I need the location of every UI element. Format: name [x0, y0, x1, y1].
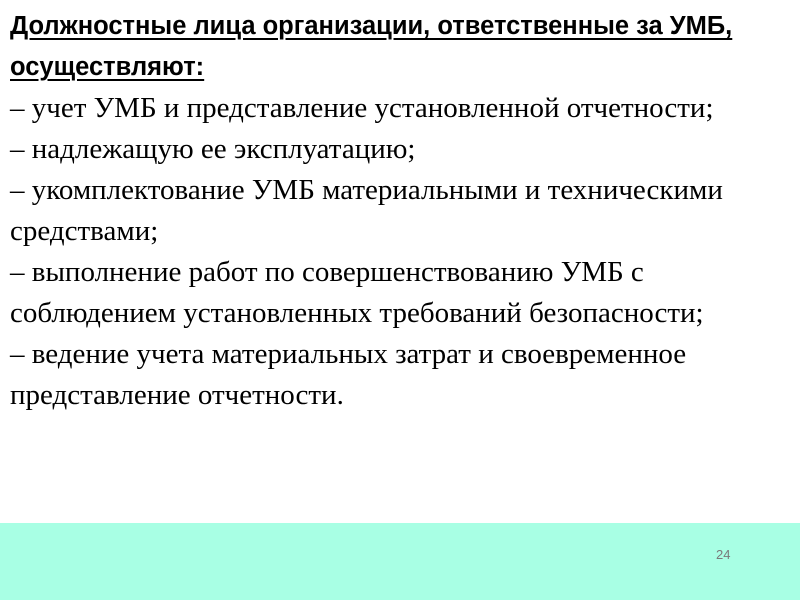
slide-title: Должностные лица организации, ответственные за УМБ, осуществляют:	[10, 12, 733, 81]
list-item: – выполнение работ по совершенствованию УМБ с соблюдением установленных требований безопасности;	[10, 256, 704, 329]
list-item: – укомплектование УМБ материальными и техническими средствами;	[10, 174, 723, 247]
list-item: – ведение учета материальных затрат и своевременное представление отчетности.	[10, 338, 687, 411]
list-item: – учет УМБ и представление установленной отчетности;	[10, 92, 714, 124]
footer-band	[0, 523, 800, 600]
page-number: 24	[716, 547, 731, 562]
slide-content	[10, 0, 794, 523]
list-item: – надлежащую ее эксплуатацию;	[10, 133, 416, 165]
